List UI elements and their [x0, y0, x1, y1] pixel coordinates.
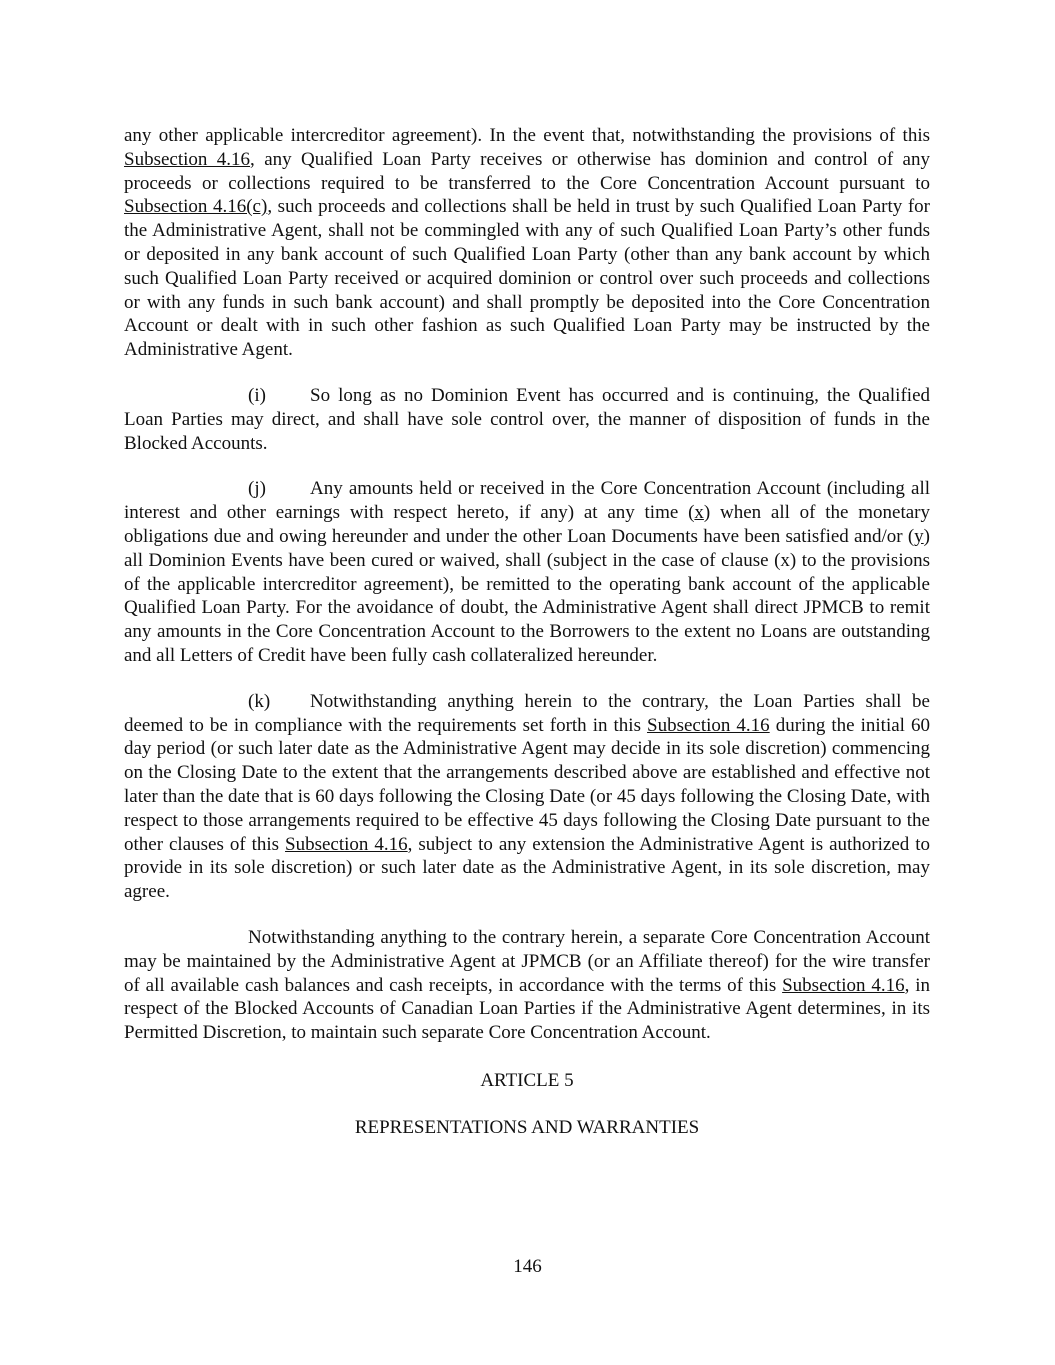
subsection-reference: Subsection 4.16 [285, 833, 408, 855]
text-run: , in respect of the Blocked Accounts of Canadian Loan Parties if the Administrative Agent determines, in its Permitted Discretion, to maintain such separate Core Concentration Account. [124, 974, 930, 1044]
article-title: REPRESENTATIONS AND WARRANTIES [354, 1116, 700, 1138]
clause-marker: y [914, 525, 924, 547]
page-number: 146 [513, 1256, 542, 1277]
clause-i [124, 384, 930, 455]
paragraph-notwithstanding [124, 926, 930, 1045]
text-run: any other applicable intercreditor agreement). In the event that, notwithstanding the provisions of this [124, 125, 930, 146]
text-run: So long as no Dominion Event has occurred and is continuing, the Qualified Loan Parties may direct, and shall have sole control over, the manner of disposition of funds in the Blocked Accounts. [124, 384, 930, 454]
clause-j [124, 477, 930, 667]
text-run: Notwithstanding anything to the contrary herein, a separate Core Concentration Account may be maintained by the Administrative Agent at JPMCB (or an Affiliate thereof) for the wire transfer of all available cash balances and cash receipts, in accordance with the terms of this [124, 926, 930, 996]
text-run: , subject to any extension the Administrative Agent is authorized to provide in its sole discretion) or such later date as the Administrative Agent, in its sole discretion, may agree. [124, 833, 931, 903]
subsection-reference: Subsection 4.16 [782, 974, 905, 996]
article-number: ARTICLE 5 [480, 1069, 574, 1091]
text-run: ) when all of the monetary obligations due and owing hereunder and under the other Loan Documents have been satisfied and/or ( [124, 502, 931, 547]
subsection-reference: Subsection 4.16(c) [124, 196, 268, 218]
subsection-reference: Subsection 4.16 [124, 148, 251, 170]
clause-label: (i) [248, 384, 266, 406]
document-page [124, 124, 930, 1139]
clause-label: (j) [248, 478, 266, 500]
paragraph-continuation [124, 124, 930, 362]
text-run: during the initial 60 day period (or such later date as the Administrative Agent may decide in its sole discretion) commencing on the Closing Date to the extent that the arrangements described above are established and effective not later than the date that is 60 days following the Closing Date (or 45 days following the Closing Date, with respect to those arrangements required to be effective 45 days following the Closing Date pursuant to the other clauses of this [124, 714, 930, 855]
text-run: ) all Dominion Events have been cured or waived, shall (subject in the case of clause (x) to the provisions of the applicable intercreditor agreement), be remitted to the operating bank account of the applicable Qualified Loan Party. For the avoidance of doubt, the Administrative Agent shall direct JPMCB to remit any amounts in the Core Concentration Account to the Borrowers to the extent no Loans are outstanding and all Letters of Credit have been fully cash collateralized hereunder. [124, 525, 930, 666]
text-run: , any Qualified Loan Party receives or otherwise has dominion and control of any proceeds or collections required to be transferred to the Core Concentration Account pursuant to [124, 148, 930, 194]
text-run: Any amounts held or received in the Core Concentration Account (including all interest and other earnings with respect hereto, if any) at any time ( [124, 478, 930, 524]
text-run: , such proceeds and collections shall be held in trust by such Qualified Loan Party for the Administrative Agent, shall not be commingled with any of such Qualified Loan Party’s other funds or deposited in any bank account of such Qualified Loan Party (other than any bank account by which such Qualified Loan Party received or acquired dominion or control over such proceeds and collections or with any funds in such bank account) and shall promptly be deposited into the Core Concentration Account or dealt with in such other fashion as such Qualified Loan Party may be instructed by the Administrative Agent. [124, 196, 930, 361]
subsection-reference: Subsection 4.16 [647, 714, 770, 736]
clause-k [124, 690, 930, 904]
clause-label: (k) [248, 690, 271, 712]
text-run: Notwithstanding anything herein to the contrary, the Loan Parties shall be deemed to be in compliance with the requirements set forth in this [124, 690, 930, 736]
clause-marker: x [694, 502, 704, 524]
